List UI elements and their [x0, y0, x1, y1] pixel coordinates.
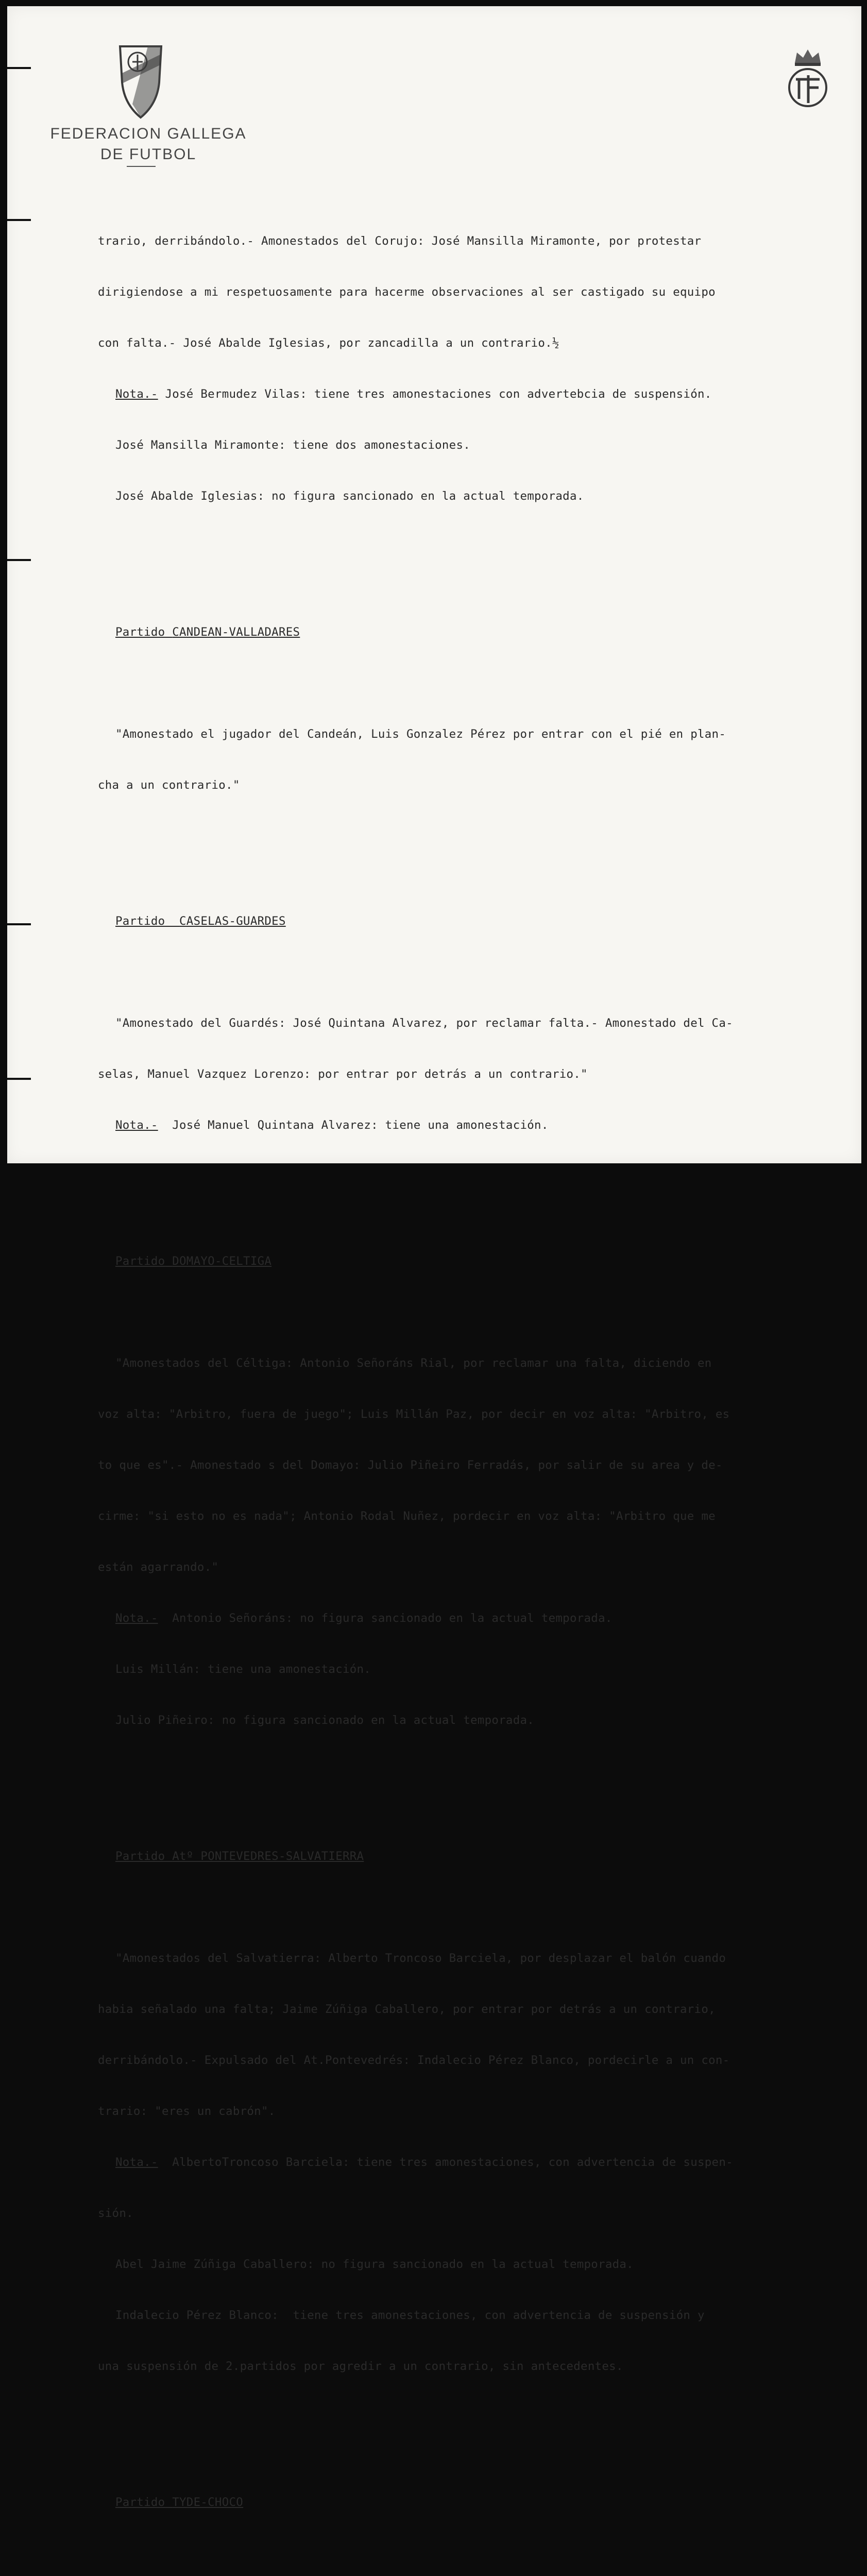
paragraph-line: selas, Manuel Vazquez Lorenzo: por entrar por detrás a un contrario.": [98, 1067, 588, 1081]
note-label: Nota.-: [115, 387, 158, 401]
note-line: [98, 2154, 855, 2171]
match-heading: Partido DOMAYO-CELTIGA: [115, 1255, 272, 1268]
note-line: [98, 1610, 855, 1627]
paragraph-line: cha a un contrario.": [98, 778, 240, 792]
document-page: [7, 6, 861, 2509]
binder-hole-mark: [7, 67, 31, 69]
paragraph-line: con falta.- José Abalde Iglesias, por zancadilla a un contrario.½: [98, 336, 559, 350]
match-name: Atº PONTEVEDRES-SALVATIERRA: [172, 1850, 364, 1863]
paragraph-line: dirigiendose a mi respetuosamente para hacerme observaciones al ser castigado su equipo: [98, 285, 716, 299]
note-label: Nota.-: [115, 1118, 158, 1132]
match-name: CASELAS-GUARDES: [179, 914, 286, 928]
shield-crest-icon: [117, 42, 164, 120]
match-name: DOMAYO-CELTIGA: [172, 1255, 272, 1268]
paragraph-line: "Amonestado del Guardés: José Quintana Alvarez, por reclamar falta.- Amonestado del Ca-: [115, 1016, 733, 1030]
note-line: Abel Jaime Zúñiga Caballero: no figura sancionado en la actual temporada.: [115, 2258, 634, 2271]
match-heading: Partido TYDE-CHOCO: [115, 2496, 244, 2509]
paragraph-line: derribándolo.- Expulsado del At.Pontevedrés: Indalecio Pérez Blanco, pordecirle a un con-: [98, 2054, 730, 2067]
note-text: Antonio Señoráns: no figura sancionado en la actual temporada.: [172, 1612, 613, 1625]
paragraph-line: "Amonestados del Salvatierra: Alberto Troncoso Barciela, por desplazar el balón cuando: [115, 1952, 726, 1965]
note-line: Indalecio Pérez Blanco: tiene tres amonestaciones, con advertencia de suspensión y: [115, 2309, 705, 2322]
paragraph-line: trario: "eres un cabrón".: [98, 2105, 276, 2118]
match-name: TYDE-CHOCO: [172, 2496, 244, 2509]
binder-hole-mark: [7, 559, 31, 561]
paragraph-line: to que es".- Amonestado s del Domayo: Julio Piñeiro Ferradás, por salir de su area y de-: [98, 1459, 723, 1472]
binder-hole-mark: [7, 1078, 31, 1080]
note-line: Luis Millán: tiene una amonestación.: [115, 1663, 371, 1676]
paragraph-line: habia señalado una falta; Jaime Zúñiga Caballero, por entrar por detrás a un contrario,: [98, 2003, 716, 2016]
federation-name: [40, 124, 257, 165]
paragraph-line: cirme: "si esto no es nada"; Antonio Rodal Nuñez, pordecir en voz alta: "Arbitro que me: [98, 1510, 716, 1523]
note-label: Nota.-: [115, 1612, 158, 1625]
note-line: José Abalde Iglesias: no figura sancionado en la actual temporada.: [115, 489, 584, 503]
paragraph-line: "Amonestados del Céltiga: Antonio Señoráns Rial, por reclamar una falta, diciendo en: [115, 1357, 712, 1370]
note-line: una suspensión de 2.partidos por agredir a un contrario, sin antecedentes.: [98, 2360, 623, 2373]
binder-hole-mark: [7, 219, 31, 221]
paragraph-line: voz alta: "Arbitro, fuera de juego"; Luis Millán Paz, por decir en voz alta: "Arbitro, es: [98, 1408, 730, 1421]
match-name: CANDEAN-VALLADARES: [172, 625, 300, 639]
paragraph-line: "Amonestado el jugador del Candeán, Luis Gonzalez Pérez por entrar con el pié en plan-: [115, 727, 726, 741]
note-line: sión.: [98, 2207, 133, 2220]
match-heading: Partido CASELAS-GUARDES: [115, 914, 286, 928]
note-label: Nota.-: [115, 2156, 158, 2169]
binder-hole-mark: [7, 923, 31, 925]
federation-name-line1: FEDERACION GALLEGA: [50, 125, 247, 142]
match-heading: Partido Atº PONTEVEDRES-SALVATIERRA: [115, 1850, 364, 1863]
note-line: [98, 386, 855, 403]
crown-monogram-icon: [785, 45, 831, 110]
note-text: José Manuel Quintana Alvarez: tiene una amonestación.: [172, 1118, 549, 1132]
document-body: [98, 199, 855, 2576]
paragraph-line: trario, derribándolo.- Amonestados del Corujo: José Mansilla Miramonte, por protestar: [98, 234, 702, 248]
note-text: AlbertoTroncoso Barciela: tiene tres amonestaciones, con advertencia de suspen-: [172, 2156, 733, 2169]
paragraph-line: están agarrando.": [98, 1561, 219, 1574]
match-heading: Partido CANDEAN-VALLADARES: [115, 625, 300, 639]
note-text: José Bermudez Vilas: tiene tres amonestaciones con advertebcia de suspensión.: [165, 387, 712, 401]
note-line: Julio Piñeiro: no figura sancionado en la actual temporada.: [115, 1714, 535, 1727]
title-underline: [127, 166, 156, 167]
note-line: [98, 1117, 855, 1134]
note-line: José Mansilla Miramonte: tiene dos amonestaciones.: [115, 438, 471, 452]
federation-name-line2: DE FUTBOL: [100, 146, 197, 163]
